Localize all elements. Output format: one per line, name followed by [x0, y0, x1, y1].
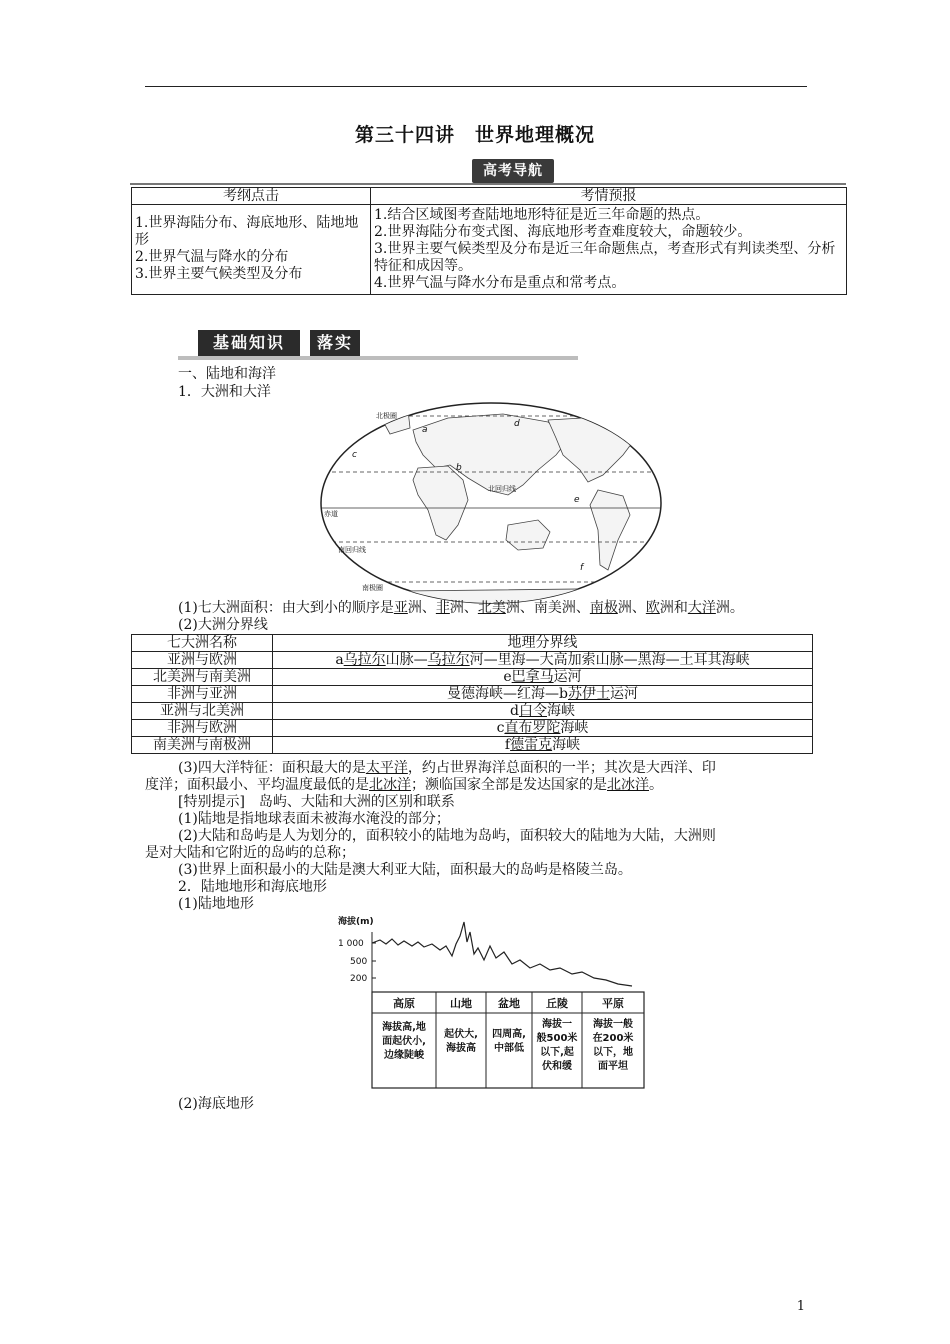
boundary-header-line: 地理分界线 [273, 635, 813, 652]
text: 运河 [553, 669, 582, 685]
landform-header: 平原 [602, 997, 624, 1010]
landform-header: 山地 [450, 997, 472, 1010]
boundary-name: 北美洲与南美洲 [132, 669, 273, 686]
table-row [132, 652, 813, 669]
boundary-name: 亚洲与欧洲 [132, 652, 273, 669]
table-row [132, 720, 813, 737]
text: c [496, 720, 505, 736]
outline-right-line: 1.结合区域图考查陆地地形特征是近三年命题的热点。 [374, 207, 710, 223]
exam-guide-label: 高考导航 [472, 159, 554, 183]
boundary-name: 非洲与亚洲 [132, 686, 273, 703]
landform-header: 高原 [393, 997, 415, 1010]
text: 海峡 [560, 720, 589, 736]
text: 洲、 [449, 600, 478, 616]
answer: 巴拿马 [511, 669, 554, 685]
tip-line-1: (1)陆地是指地球表面未被海水淹没的部分； [178, 811, 450, 827]
boundary-header-name: 七大洲名称 [132, 635, 273, 652]
badge-rule [130, 183, 846, 185]
subheading-landforms: 2．陆地地形和海底地形 [178, 879, 327, 895]
text: ，约占世界海洋总面积的一半；其次是大西洋、印 [407, 760, 716, 776]
answer-antarctica: 南极 [589, 600, 618, 616]
outline-cell-left [132, 205, 371, 295]
text: e [503, 669, 512, 685]
hill-desc: 般500米 [536, 1033, 578, 1044]
outline-right-line: 3.世界主要气候类型及分布是近三年命题焦点，考查形式有判读类型、分析特征和成因等。 [374, 241, 836, 274]
boundary-line [273, 669, 813, 686]
text: d [510, 703, 519, 719]
basin-desc: 四周高, [492, 1029, 526, 1040]
profile-tick: 200 [350, 974, 368, 984]
boundary-name: 南美洲与南极洲 [132, 737, 273, 754]
label-tropic-south: 南回归线 [338, 546, 366, 554]
answer-oceania: 大洋 [687, 600, 716, 616]
text: 。 [649, 777, 663, 793]
outline-header-right: 考情预报 [371, 188, 847, 205]
outline-header-left: 考纲点击 [132, 188, 371, 205]
lesson-title: 第三十四讲 世界地理概况 [354, 124, 595, 146]
banner-basic-knowledge: 基础知识 [198, 330, 300, 356]
answer-north-america: 北美 [477, 600, 506, 616]
tip-line-2b: 是对大陆和它附近的岛屿的总称； [145, 845, 355, 861]
landform-profile [336, 912, 646, 1092]
outline-table [131, 187, 847, 295]
text: 洲、 [617, 600, 646, 616]
plain-desc: 在200米 [592, 1033, 634, 1044]
profile-terrain-line [372, 922, 632, 986]
section-banner [178, 330, 578, 360]
text: 洲和 [659, 600, 688, 616]
outline-right-line: 4.世界气温与降水分布是重点和常考点。 [374, 275, 626, 291]
answer: 白令 [518, 703, 547, 719]
text: f [504, 737, 511, 753]
mountain-desc: 起伏大, [444, 1029, 478, 1040]
mountain-desc: 海拔高 [446, 1043, 476, 1054]
plain-desc: 海拔一般 [593, 1019, 633, 1030]
letter-d: d [514, 419, 520, 429]
label-equator: 赤道 [324, 510, 338, 518]
boundary-table [131, 634, 813, 754]
plateau-desc: 边缘陡峻 [384, 1050, 424, 1061]
letter-b: b [456, 463, 462, 473]
answer-pacific: 太平洋 [365, 760, 408, 776]
profile-tick: 1 000 [338, 939, 364, 949]
outline-right-line: 2.世界海陆分布变式图、海底地形考查难度较大，命题较少。 [374, 224, 752, 240]
answer: 乌拉尔 [343, 652, 386, 668]
letter-f: f [580, 563, 584, 573]
plain-desc: 以下，地 [593, 1047, 633, 1058]
letter-c: c [352, 450, 357, 460]
hill-desc: 伏和缓 [542, 1061, 572, 1072]
text: 海峡 [552, 737, 581, 753]
text: 曼德海峡—红海—b [447, 686, 568, 702]
ocean-features-line-1 [178, 760, 716, 778]
table-row [132, 669, 813, 686]
answer-africa: 非 [435, 600, 450, 616]
profile-tick: 500 [350, 957, 368, 967]
landform-header: 丘陵 [546, 997, 568, 1010]
text: 度洋；面积最小、平均温度最低的是 [145, 777, 369, 793]
answer: 德雷克 [510, 737, 553, 753]
table-row [132, 686, 813, 703]
outline-cell-right [371, 205, 847, 295]
text: ；濒临国家全部是发达国家的是 [411, 777, 607, 793]
boundary-line [273, 686, 813, 703]
basin-desc: 中部低 [494, 1043, 524, 1054]
boundary-line [273, 720, 813, 737]
land-landform-heading: (1)陆地地形 [178, 896, 254, 912]
answer-europe: 欧 [645, 600, 660, 616]
section-heading-land-ocean: 一、陆地和海洋 [178, 366, 276, 382]
landform-header: 盆地 [498, 997, 520, 1010]
tip-line-3: (3)世界上面积最小的大陆是澳大利亚大陆，面积最大的岛屿是格陵兰岛。 [178, 862, 632, 878]
table-row [132, 737, 813, 754]
text: 山脉— [385, 652, 428, 668]
answer: 苏伊士 [567, 686, 610, 702]
continent-area-prefix: (1)七大洲面积：由大到小的顺序是 [178, 600, 394, 616]
boundary-line [273, 703, 813, 720]
boundary-name: 非洲与欧洲 [132, 720, 273, 737]
letter-a: a [422, 425, 428, 435]
tip-line-2a: (2)大陆和岛屿是人为划分的，面积较小的陆地为岛屿，面积较大的陆地为大陆，大洲则 [178, 828, 716, 844]
boundary-line [273, 737, 813, 754]
plateau-desc: 海拔高,地 [382, 1022, 426, 1033]
answer-arctic-ocean: 北冰洋 [369, 777, 411, 793]
ocean-features-line-2 [145, 777, 663, 795]
profile-ylabel: 海拔(m) [338, 917, 374, 927]
answer-arctic-ocean: 北冰洋 [607, 777, 649, 793]
table-row [132, 703, 813, 720]
boundary-name: 亚洲与北美洲 [132, 703, 273, 720]
outline-left-line: 3.世界主要气候类型及分布 [135, 266, 303, 282]
boundary-line [273, 652, 813, 669]
text: (3)四大洋特征：面积最大的是 [178, 760, 366, 776]
page-number: 1 [796, 1299, 805, 1314]
text: 洲、 [407, 600, 436, 616]
world-map [318, 400, 664, 606]
exam-guide-badge [472, 159, 554, 183]
hill-desc: 以下,起 [540, 1047, 574, 1058]
subheading-continents: 1．大洲和大洋 [178, 384, 271, 400]
label-antarctic: 南极圈 [362, 584, 383, 592]
text: 运河 [609, 686, 638, 702]
label-tropic-north: 北回归线 [488, 485, 516, 493]
text: 河—里海—大高加索山脉—黑海—土耳其海峡 [469, 652, 750, 668]
text: 洲。 [715, 600, 744, 616]
special-tip-title: [特别提示] 岛屿、大陆和大洲的区别和联系 [178, 794, 455, 810]
banner-underline [178, 356, 578, 360]
plateau-desc: 面起伏小, [382, 1036, 426, 1047]
header-rule [145, 86, 807, 87]
seafloor-landform-heading: (2)海底地形 [178, 1096, 254, 1112]
banner-implement: 落实 [310, 330, 360, 356]
hill-desc: 海拔一 [542, 1019, 572, 1030]
letter-e: e [574, 495, 580, 505]
text: 海峡 [546, 703, 575, 719]
text: 洲、南美洲、 [505, 600, 590, 616]
answer: 乌拉尔 [427, 652, 470, 668]
boundary-heading: (2)大洲分界线 [178, 617, 268, 633]
outline-left-line: 1.世界海陆分布、海底地形、陆地地形 [135, 215, 359, 248]
text: a [335, 652, 344, 668]
plain-desc: 面平坦 [598, 1061, 628, 1072]
label-arctic: 北极圈 [376, 412, 397, 420]
answer: 直布罗陀 [504, 720, 561, 736]
continent-area-line [178, 600, 744, 618]
outline-left-line: 2.世界气温与降水的分布 [135, 249, 289, 265]
answer-asia: 亚 [393, 600, 408, 616]
